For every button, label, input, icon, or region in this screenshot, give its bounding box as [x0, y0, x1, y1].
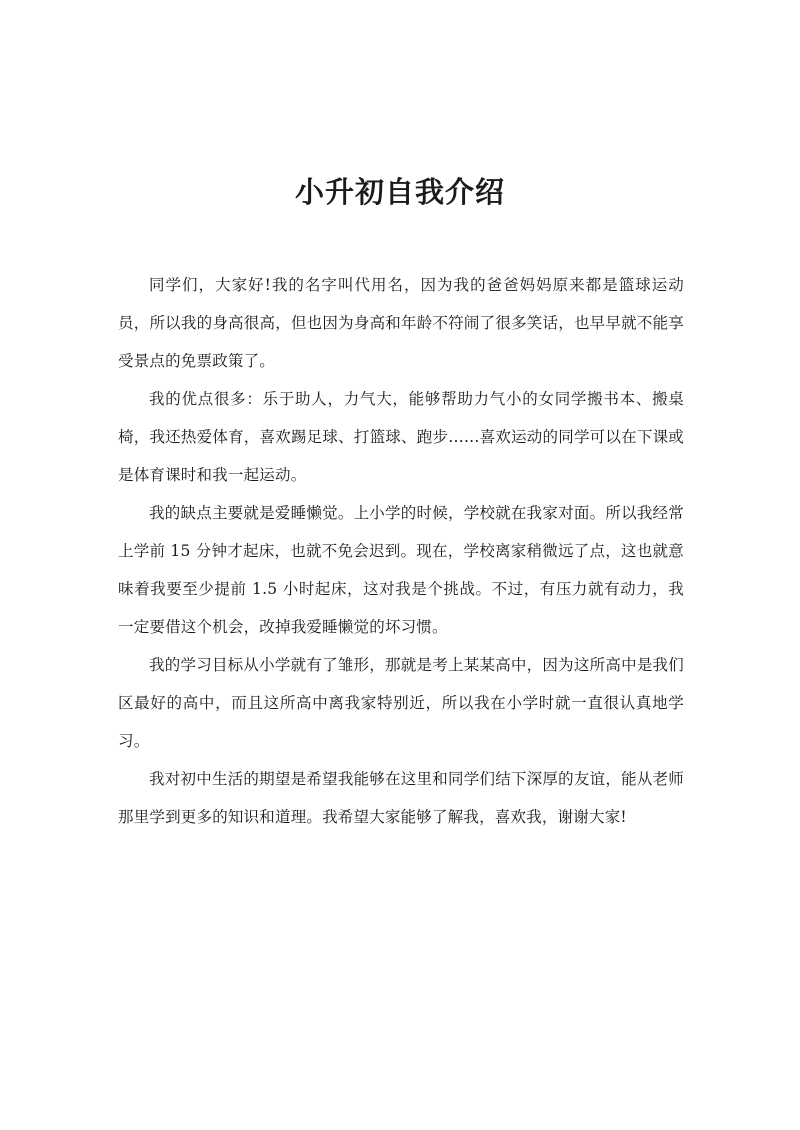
page-title: 小升初自我介绍	[294, 175, 505, 209]
paragraph-strengths: 我的优点很多：乐于助人，力气大，能够帮助力气小的女同学搬书本、搬桌椅，我还热爱体育，喜欢踢足球、打篮球、跑步……喜欢运动的同学可以在下课或是体育课时和我一起运动。	[118, 390, 684, 484]
paragraph-expectations: 我对初中生活的期望是希望我能够在这里和同学们结下深厚的友谊，能从老师那里学到更多的知识和道理。我希望大家能够了解我，喜欢我，谢谢大家!	[118, 770, 684, 826]
paragraph-intro: 同学们，大家好!我的名字叫代用名，因为我的爸爸妈妈原来都是篮球运动员，所以我的身高很高，但也因为身高和年龄不符闹了很多笑话，也早早就不能享受景点的免票政策了。	[118, 276, 684, 370]
document-body	[118, 266, 684, 836]
paragraph-weaknesses: 我的缺点主要就是爱睡懒觉。上小学的时候，学校就在我家对面。所以我经常上学前 15 分钟才起床，也就不免会迟到。现在，学校离家稍微远了点，这也就意味着我要至少提前 1.5 小时起床，这对我是个挑战。不过，有压力就有动力，我一定要借这个机会，改掉我爱睡懒觉的坏习惯。	[118, 504, 684, 636]
paragraph-goals: 我的学习目标从小学就有了雏形，那就是考上某某高中，因为这所高中是我们区最好的高中，而且这所高中离我家特别近，所以我在小学时就一直很认真地学习。	[118, 656, 684, 750]
